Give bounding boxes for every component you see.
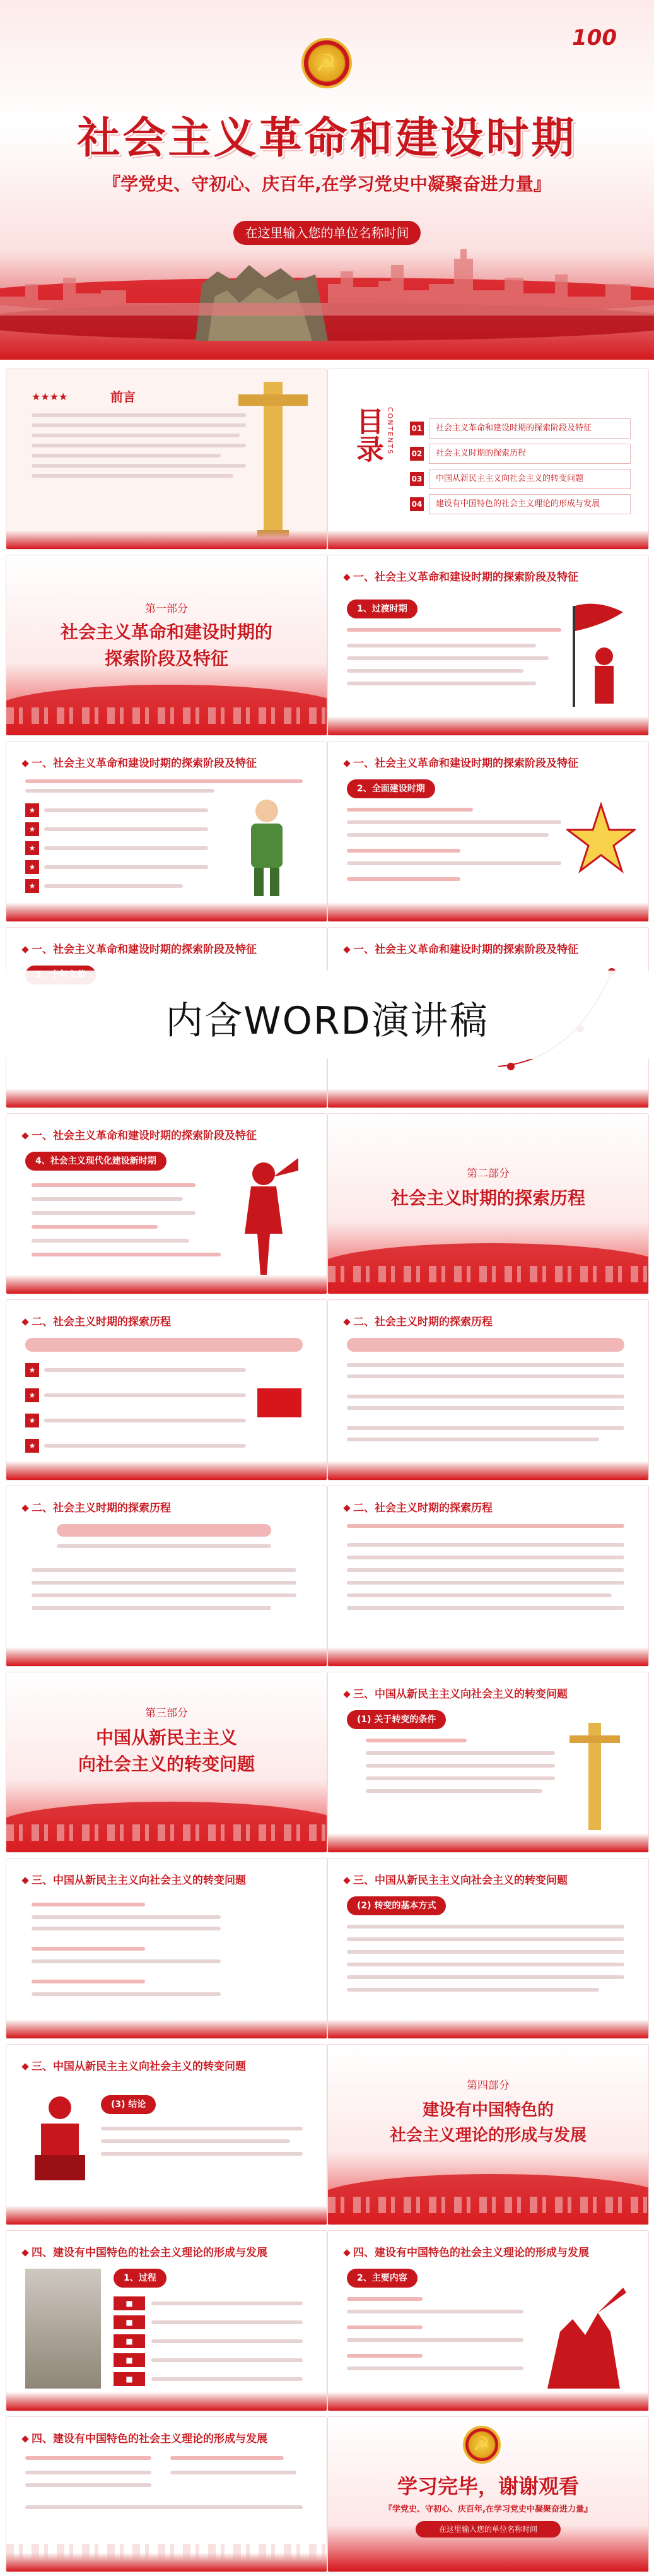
s4-process-slide xyxy=(6,2231,327,2411)
part3-cover-slide xyxy=(6,1672,327,1852)
text-line xyxy=(44,1444,246,1448)
slide-base-wave xyxy=(6,2553,327,2572)
section-header: 三、中国从新民主主义向社会主义的转变问题 xyxy=(23,2057,246,2073)
step-icon: ★ xyxy=(25,1363,39,1377)
text-line xyxy=(25,2505,303,2509)
section-header: 二、社会主义时期的探索历程 xyxy=(23,1313,171,1328)
text-line xyxy=(32,1606,271,1610)
text-line xyxy=(32,1959,221,1963)
toc-num: 01 xyxy=(410,422,424,435)
text-line xyxy=(347,849,460,853)
section-header: 一、社会主义革命和建设时期的探索阶段及特征 xyxy=(344,568,578,584)
text-line xyxy=(347,1593,612,1597)
step-icon: ★ xyxy=(25,822,39,836)
speaker-silhouette-icon xyxy=(25,2089,95,2183)
preface-slide xyxy=(6,369,327,549)
part4-cover-slide xyxy=(328,2045,648,2224)
text-line xyxy=(347,2297,423,2301)
text-line xyxy=(101,2127,303,2130)
year-tag: ■ xyxy=(114,2334,145,2348)
year-tag: ■ xyxy=(114,2296,145,2310)
step-icon: ★ xyxy=(25,1414,39,1427)
text-line xyxy=(32,1927,221,1930)
topic-pill: (3) 结论 xyxy=(101,2095,156,2114)
preface-text-line xyxy=(32,464,246,468)
text-line xyxy=(347,1426,624,1430)
s2-slide-d xyxy=(328,1486,648,1666)
step-icon: ★ xyxy=(25,1439,39,1453)
text-line xyxy=(347,1975,624,1979)
text-line xyxy=(366,1776,555,1780)
final-title: 学习完毕，谢谢观看 xyxy=(397,2474,579,2498)
text-line xyxy=(170,2471,296,2474)
text-line xyxy=(32,1947,145,1951)
text-line xyxy=(151,2339,303,2343)
text-line xyxy=(347,820,561,824)
text-line xyxy=(44,1419,246,1422)
text-line xyxy=(44,865,208,869)
slide-base-wave xyxy=(6,1461,327,1480)
toc-item-1[interactable]: 社会主义革命和建设时期的探索阶段及特征 xyxy=(429,418,631,439)
text-line xyxy=(32,1183,196,1187)
step-icon: ★ xyxy=(25,841,39,855)
slide-base-wave xyxy=(328,1647,648,1666)
part3-label: 第三部分 xyxy=(145,1707,188,1720)
step-icon: ★ xyxy=(25,879,39,893)
slide-base-wave xyxy=(6,1089,327,1108)
slide-base-wave xyxy=(6,2206,327,2224)
text-line xyxy=(347,2354,423,2358)
text-line xyxy=(347,644,536,647)
part1-label: 第一部分 xyxy=(145,603,188,615)
section-header: 三、中国从新民主主义向社会主义的转变问题 xyxy=(344,1685,568,1701)
topic-pill: 1、过渡时期 xyxy=(347,600,418,618)
text-line xyxy=(32,1593,296,1597)
text-line xyxy=(32,1211,196,1215)
text-line xyxy=(347,1524,624,1528)
text-line xyxy=(44,884,183,888)
red-flag-icon xyxy=(257,1388,301,1417)
toc-title: 目录 xyxy=(351,407,383,463)
topic-pill: 2、全面建设时期 xyxy=(347,779,435,798)
preface-text-line xyxy=(32,454,221,458)
text-line xyxy=(32,1915,221,1919)
section-header: 三、中国从新民主主义向社会主义的转变问题 xyxy=(344,1871,568,1887)
step-icon: ★ xyxy=(25,803,39,817)
text-line xyxy=(347,1950,624,1954)
text-line xyxy=(347,1568,624,1572)
step-icon: ★ xyxy=(25,1388,39,1402)
s2-slide-b xyxy=(328,1300,648,1480)
section-header: 一、社会主义革命和建设时期的探索阶段及特征 xyxy=(23,940,257,956)
huabiao-column-icon xyxy=(232,369,314,549)
slide-base-wave xyxy=(328,2019,648,2038)
text-bar xyxy=(57,1524,271,1537)
section-header: 一、社会主义革命和建设时期的探索阶段及特征 xyxy=(23,754,257,770)
text-line xyxy=(170,2456,284,2460)
toc-en: CONTENTS xyxy=(386,407,394,456)
text-line xyxy=(32,1992,221,1996)
section-header: 一、社会主义革命和建设时期的探索阶段及特征 xyxy=(23,1126,257,1142)
s3-slide-c xyxy=(328,1858,648,2038)
topic-pill: 4、社会主义现代化建设新时期 xyxy=(25,1152,166,1171)
text-line xyxy=(347,1438,599,1441)
s4-slide-c xyxy=(6,2417,327,2572)
text-line xyxy=(32,1568,296,1572)
text-line xyxy=(366,1789,542,1793)
text-line xyxy=(347,877,460,881)
slide-base-wave xyxy=(328,1461,648,1480)
text-line xyxy=(44,808,208,812)
text-line xyxy=(151,2301,303,2305)
year-tag: ■ xyxy=(114,2315,145,2329)
centenary-logo-icon: 100 xyxy=(572,25,617,50)
text-line xyxy=(347,2325,423,2329)
text-line xyxy=(366,1764,555,1768)
toc-num: 02 xyxy=(410,447,424,461)
text-line xyxy=(32,1225,158,1229)
slide-base-wave xyxy=(6,2019,327,2038)
text-line xyxy=(44,1368,246,1372)
text-line xyxy=(25,2456,151,2460)
hero-subtitle: 『学党史、守初心、庆百年,在学习党史中凝聚奋进力量』 xyxy=(103,174,551,194)
text-line xyxy=(32,1197,183,1201)
text-line xyxy=(25,789,214,793)
section-header: 四、建设有中国特色的社会主义理论的形成与发展 xyxy=(344,2243,589,2259)
topic-pill: (2) 转变的基本方式 xyxy=(347,1896,446,1915)
part2-cover-slide xyxy=(328,1114,648,1294)
word-overlay-text: 内含WORD演讲稿 xyxy=(165,999,489,1043)
text-line xyxy=(151,2377,303,2381)
slide-base-wave xyxy=(328,1833,648,1852)
text-line xyxy=(32,1253,221,1256)
ending-slide xyxy=(328,2417,648,2572)
text-line xyxy=(101,2139,290,2143)
section-header: 一、社会主义革命和建设时期的探索阶段及特征 xyxy=(344,940,578,956)
text-line xyxy=(347,669,523,673)
part2-title: 社会主义时期的探索历程 xyxy=(390,1188,585,1208)
part4-title-2: 社会主义理论的形成与发展 xyxy=(389,2126,587,2145)
hero-org-button[interactable]: 在这里输入您的单位名称时间 xyxy=(233,221,421,245)
soldier-figure-icon xyxy=(232,792,301,899)
text-line xyxy=(347,1395,624,1398)
section-header: 二、社会主义时期的探索历程 xyxy=(23,1499,171,1515)
text-line xyxy=(347,1937,624,1941)
preface-text-line xyxy=(32,423,246,427)
text-line xyxy=(44,1393,246,1397)
section-header: 四、建设有中国特色的社会主义理论的形成与发展 xyxy=(23,2430,267,2445)
text-line xyxy=(347,1963,624,1966)
text-line xyxy=(347,2338,523,2342)
toc-num: 04 xyxy=(410,497,424,511)
text-line xyxy=(25,779,303,783)
text-line xyxy=(32,1903,145,1906)
toc-item-4[interactable]: 建设有中国特色的社会主义理论的形成与发展 xyxy=(429,494,631,514)
s2-slide-c xyxy=(6,1486,327,1666)
text-line xyxy=(101,2152,303,2156)
final-subtitle: 『学党史、守初心、庆百年,在学习党史中凝聚奋进力量』 xyxy=(384,2505,592,2514)
city-skyline-icon xyxy=(328,2197,648,2213)
text-line xyxy=(151,2320,303,2324)
text-line xyxy=(32,1581,296,1585)
hero-title: 社会主义革命和建设时期 xyxy=(77,114,577,163)
preface-stars-icon: ★★★★ xyxy=(32,391,68,403)
text-line xyxy=(44,827,208,831)
part3-title-1: 中国从新民主主义 xyxy=(95,1727,237,1748)
slide-base-wave xyxy=(6,902,327,921)
text-line xyxy=(32,1980,145,1983)
part3-title-2: 向社会主义的转变问题 xyxy=(78,1754,255,1775)
text-line xyxy=(347,682,536,685)
text-line xyxy=(347,1543,624,1547)
text-line xyxy=(347,1363,624,1367)
text-line xyxy=(32,1239,189,1243)
trumpeter-silhouette-icon xyxy=(226,1152,301,1278)
topic-pill: 2、主要内容 xyxy=(347,2269,418,2288)
slide-base-wave xyxy=(6,530,327,549)
s3-conclusion-slide xyxy=(6,2045,327,2224)
text-line xyxy=(25,2483,151,2487)
monument-photo-icon xyxy=(25,2269,101,2389)
city-skyline-icon xyxy=(6,1824,327,1841)
text-line xyxy=(151,2358,303,2362)
city-skyline-icon xyxy=(0,246,654,316)
s1-modern-slide xyxy=(6,1114,327,1294)
preface-text-line xyxy=(32,434,240,437)
preface-text-line xyxy=(32,444,246,447)
text-bar xyxy=(25,1338,303,1352)
section-header: 二、社会主义时期的探索历程 xyxy=(344,1499,493,1515)
toc-slide xyxy=(328,369,648,549)
section-header: 二、社会主义时期的探索历程 xyxy=(344,1313,493,1328)
text-line xyxy=(347,1374,624,1378)
topic-pill: (1) 关于转变的条件 xyxy=(347,1710,446,1729)
text-line xyxy=(347,808,473,812)
text-line xyxy=(347,628,561,632)
part1-title-1: 社会主义革命和建设时期的 xyxy=(60,622,272,642)
s3-slide-a xyxy=(328,1672,648,1852)
party-emblem-icon: ☭ xyxy=(463,2426,501,2464)
s2-slide-a xyxy=(6,1300,327,1480)
toc-item-2[interactable]: 社会主义时期的探索历程 xyxy=(429,444,631,464)
preface-title: 前言 xyxy=(110,389,136,405)
star-badge-icon xyxy=(566,798,636,893)
part4-title-1: 建设有中国特色的 xyxy=(422,2101,554,2120)
text-line xyxy=(347,1556,624,1559)
text-line xyxy=(347,1606,624,1610)
soldiers-group-icon xyxy=(535,2275,629,2389)
text-line xyxy=(25,2471,151,2474)
text-line xyxy=(347,1925,624,1929)
huabiao-column-icon xyxy=(566,1710,623,1836)
slide-base-wave xyxy=(6,1275,327,1294)
slide-base-wave xyxy=(328,1089,648,1108)
section-header: 四、建设有中国特色的社会主义理论的形成与发展 xyxy=(23,2243,267,2259)
slide-base-wave xyxy=(328,2392,648,2411)
part4-label: 第四部分 xyxy=(467,2079,510,2092)
city-skyline-icon xyxy=(328,1266,648,1282)
text-line xyxy=(366,1739,467,1742)
s4-content-slide xyxy=(328,2231,648,2411)
text-line xyxy=(366,1751,555,1755)
section-header: 三、中国从新民主主义向社会主义的转变问题 xyxy=(23,1871,246,1887)
text-line xyxy=(347,656,549,660)
text-line xyxy=(347,861,561,865)
party-emblem-icon: ☭ xyxy=(301,38,352,88)
year-tag: ■ xyxy=(114,2372,145,2386)
s1-transition-slide xyxy=(328,555,648,735)
hero-cover-slide xyxy=(0,0,654,360)
text-line xyxy=(347,1581,624,1585)
s1-steps-slide xyxy=(6,741,327,921)
part1-title-2: 探索阶段及特征 xyxy=(104,648,228,669)
text-bar xyxy=(347,1338,624,1352)
slide-base-wave xyxy=(328,530,648,549)
text-line xyxy=(347,2310,523,2313)
preface-text-line xyxy=(32,474,233,478)
text-line xyxy=(57,1544,271,1548)
text-line xyxy=(347,1988,599,1992)
slide-base-wave xyxy=(328,716,648,735)
part2-label: 第二部分 xyxy=(467,1167,510,1180)
slide-base-wave xyxy=(6,1647,327,1666)
text-line xyxy=(347,1406,624,1410)
topic-pill: 1、过程 xyxy=(114,2269,166,2288)
section-header: 一、社会主义革命和建设时期的探索阶段及特征 xyxy=(344,754,578,770)
s1-full-build-slide xyxy=(328,741,648,921)
slide-base-wave xyxy=(6,2392,327,2411)
step-icon: ★ xyxy=(25,860,39,874)
final-org-button[interactable]: 在这里输入您的单位名称时间 xyxy=(416,2521,561,2538)
flag-bearer-icon xyxy=(560,600,636,713)
part1-cover-slide xyxy=(6,555,327,735)
s3-slide-b xyxy=(6,1858,327,2038)
city-skyline-icon xyxy=(6,707,327,724)
year-tag: ■ xyxy=(114,2353,145,2367)
text-line xyxy=(347,833,549,837)
toc-num: 03 xyxy=(410,472,424,486)
text-line xyxy=(347,2366,523,2370)
text-line xyxy=(44,846,208,850)
slide-base-wave xyxy=(328,902,648,921)
preface-text-line xyxy=(32,413,246,417)
toc-item-3[interactable]: 中国从新民主主义向社会主义的转变问题 xyxy=(429,469,631,489)
